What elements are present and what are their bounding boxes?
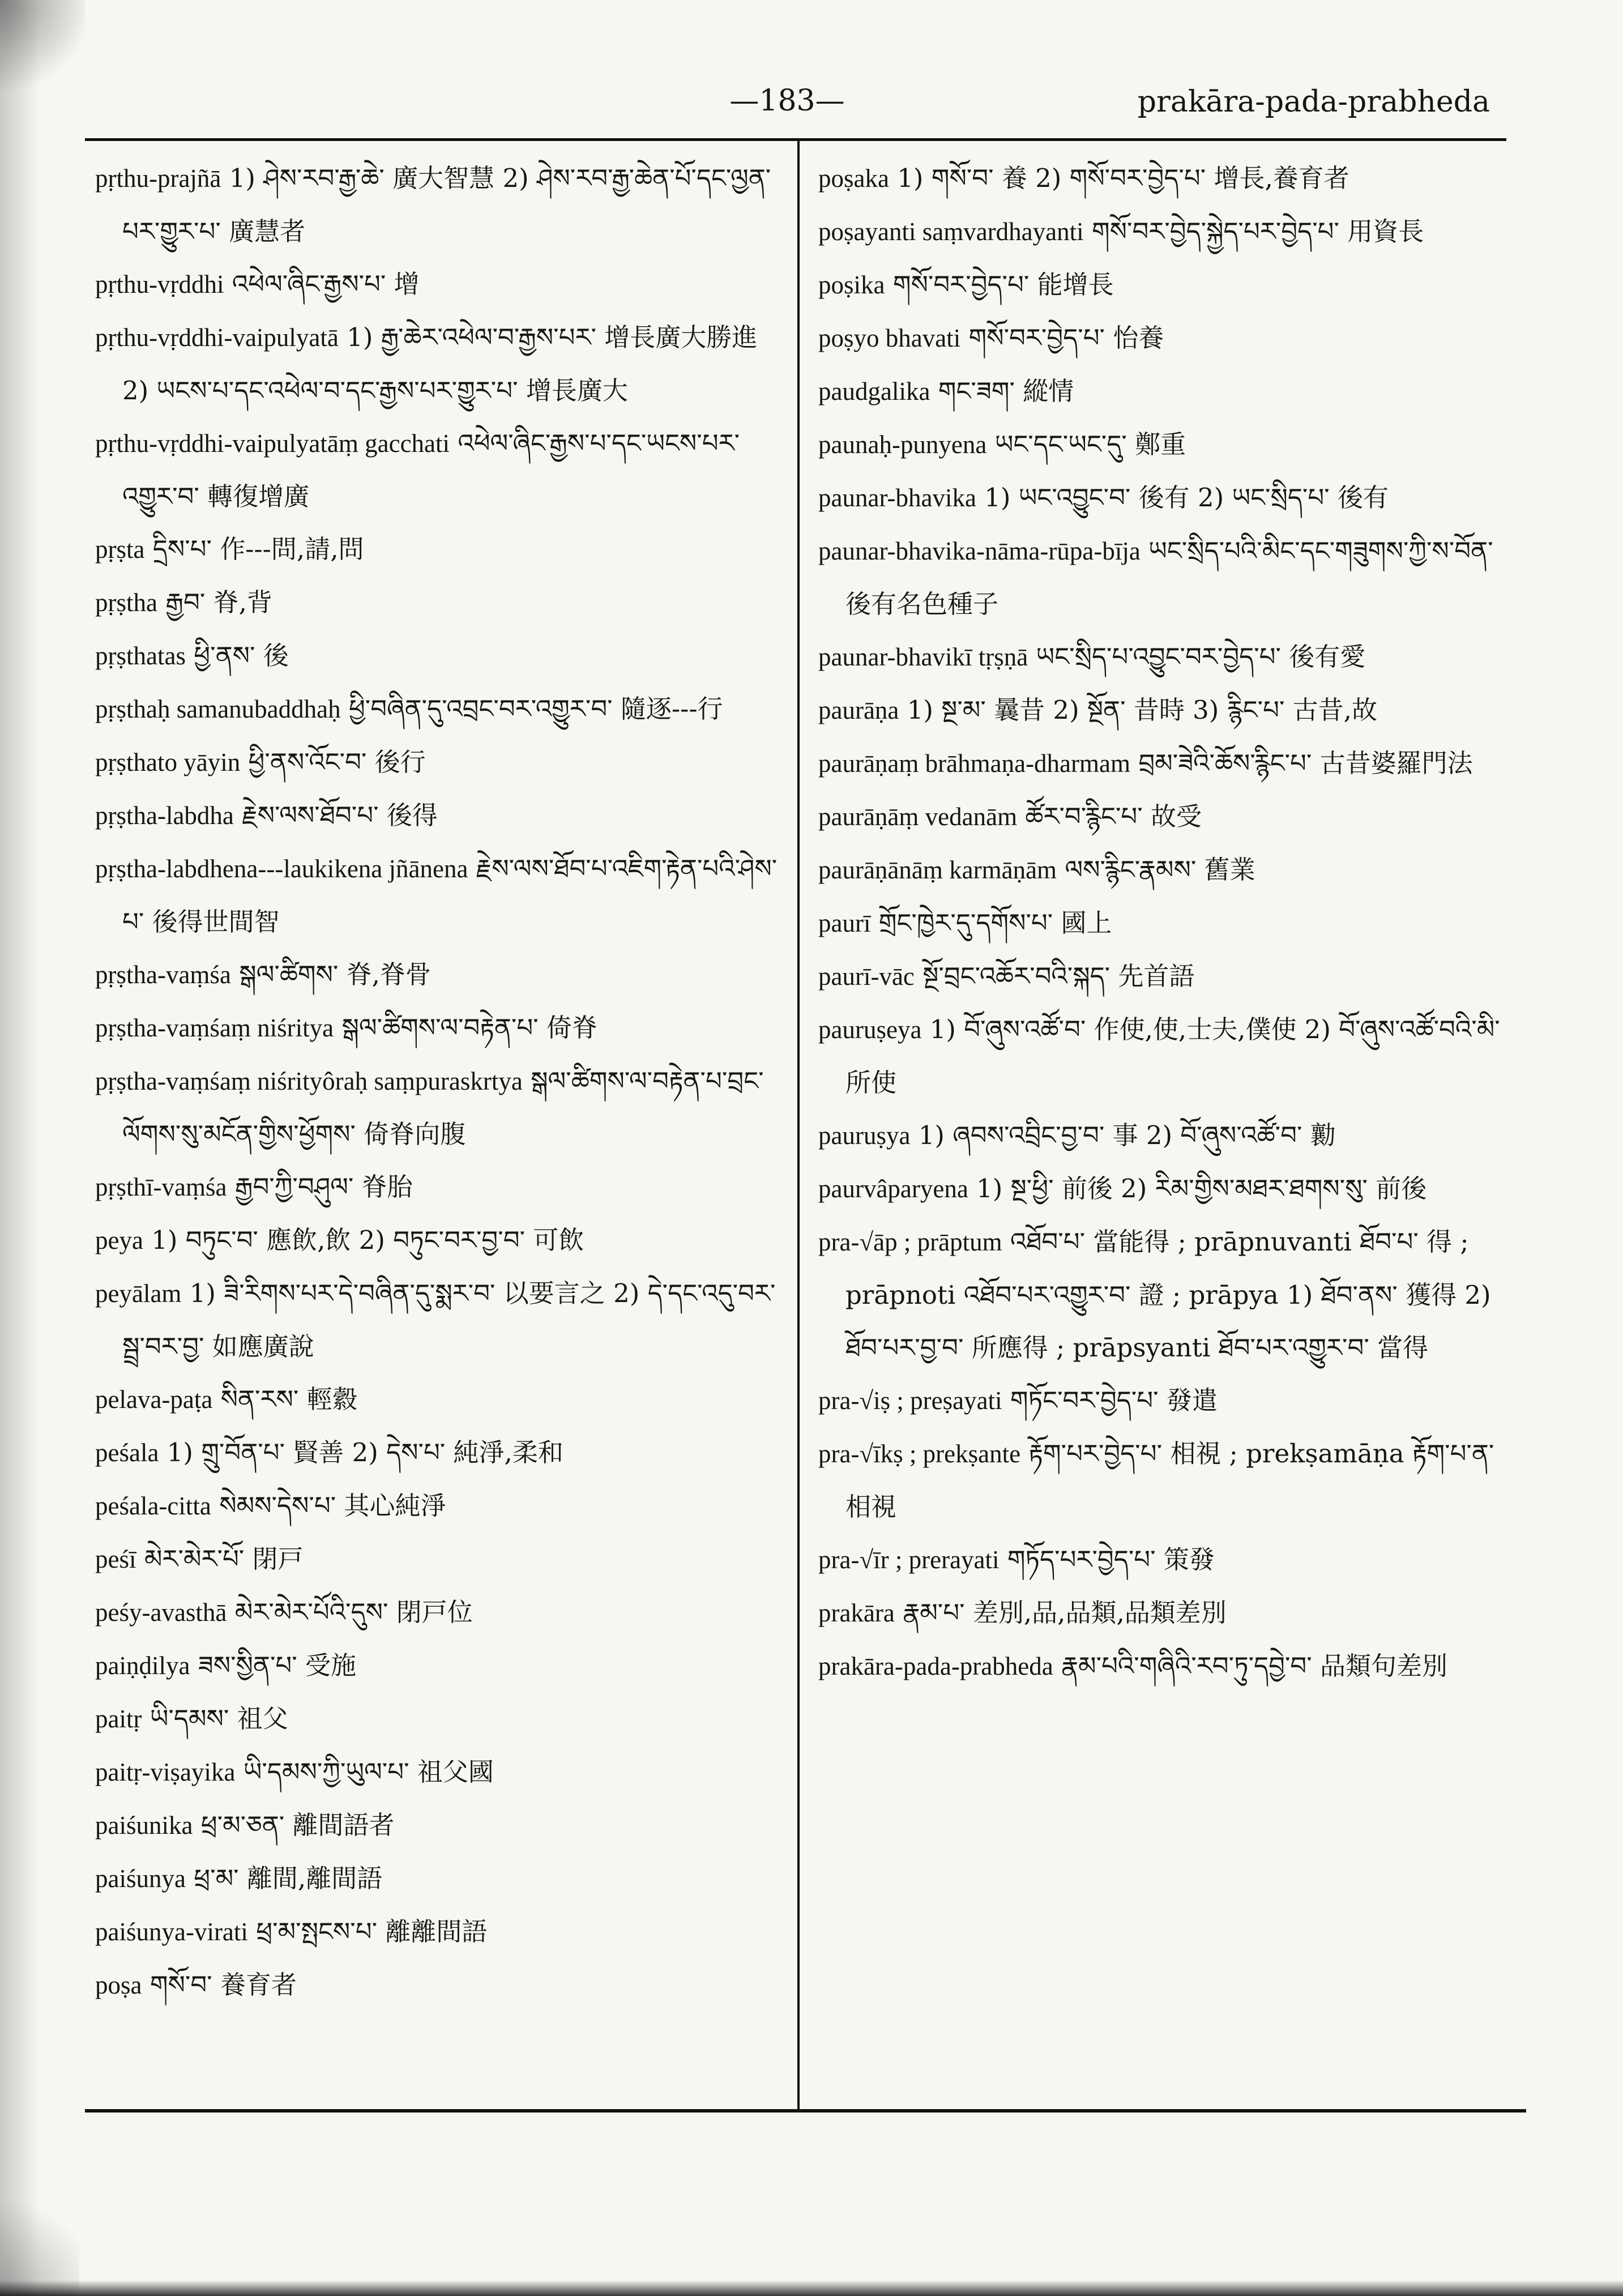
entry-gloss: 1) སྔ་ཕྱི་ 前後 2) རིམ་གྱིས་མཐར་ཐགས་སུ་ 前後 [976,1173,1427,1204]
dictionary-entry [818,1533,1521,1586]
entry-gloss: སྒལ་ཚིགས་ 脊,脊骨 [239,959,431,989]
entry-headword: peśy-avasthā [95,1598,227,1627]
dictionary-entry [818,684,1521,737]
entry-headword: paunar-bhavika [818,484,976,512]
entry-headword: pṛthu-prajñā [95,164,221,193]
entry-gloss: སྔོ་བྲང་འཆོར་བའི་སྐད་ 先首語 [922,961,1195,991]
dictionary-entry [95,682,783,736]
dictionary-entry [95,152,783,258]
entry-headword: pra-√āp ; prāptum [818,1228,1002,1256]
dictionary-entry [95,1586,783,1639]
dictionary-entry [95,1905,783,1958]
entry-gloss: གང་ཟག་ 縱情 [938,376,1074,406]
dictionary-entry [95,1746,783,1799]
entry-headword: peyālam [95,1279,182,1308]
dictionary-entry [818,737,1521,790]
entry-headword: peśala [95,1439,159,1467]
dictionary-entry [95,1426,783,1479]
dictionary-entry [818,843,1521,897]
entry-gloss: འཕེལ་ཞིང་རྒྱས་པ་ 增 [232,269,420,299]
dictionary-entry [95,1799,783,1852]
entry-gloss: 1) སྔ་མ་ 曩昔 2) སྔོན་ 昔時 3) རྙིང་པ་ 古昔,故 [907,695,1377,725]
dictionary-entry [95,523,783,576]
dictionary-entry [95,1852,783,1905]
dictionary-entry [95,1001,783,1055]
entry-headword: paurāṇāṃ vedanām [818,803,1018,831]
entry-gloss: 1) བཏུང་བ་ 應飲,飲 2) བཏུང་བར་བྱ་བ་ 可飲 [151,1225,584,1255]
entry-headword: paurāṇa [818,696,899,724]
entry-gloss: ཟས་སྱིན་པ་ 受施 [198,1650,357,1680]
entry-headword: pṛthu-vṛddhi-vaipulyatāṃ gacchati [95,429,450,458]
entry-gloss: གསོ་བར་བྱེད་པ་ 能增長 [892,270,1114,300]
entry-gloss: རྗེས་ལས་ཐོབ་པ་འཇིག་རྟེན་པའི་ཤེས་པ་ 後得世間智 [122,853,778,937]
dictionary-entry [95,1639,783,1692]
dictionary-entry [95,417,783,523]
entry-headword: peya [95,1226,143,1254]
entry-gloss: ཕྱི་ནས་འོང་བ་ 後行 [248,747,426,777]
entry-headword: paunar-bhavika-nāma-rūpa-bīja [818,537,1141,565]
entry-gloss: བྲམ་ཟེའི་ཆོས་རྙིང་པ་ 古昔婆羅門法 [1138,748,1473,778]
dictionary-entry [95,629,783,682]
entry-headword: pṛṣthato yāyin [95,748,241,776]
entry-gloss: 1) ཟི་རིགས་པར་དེ་བཞིན་དུ་སྨར་བ་ 以要言之 2) དེ་དང་འདུ་བར་སྦྲ་བར་བྱ་ 如應廣說 [122,1278,776,1362]
dictionary-entry [95,1692,783,1746]
entry-gloss: ཡང་དང་ཡང་དུ་ 鄭重 [994,429,1186,459]
dictionary-entry [818,790,1521,843]
entry-headword: paurī [818,909,871,937]
entry-headword: pṛṣtha-vaṃśaṃ niśrityôraḥ saṃpuraskrtya [95,1067,523,1095]
page-number: —183— [729,84,845,118]
entry-headword: paudgalika [818,377,930,406]
entry-gloss: སྒལ་ཚིགས་ལ་བརྟེན་པ་བྲང་ལོགས་སུ་མངོན་གྱིས་ཕྱོགས་ 倚脊向腹 [122,1066,764,1149]
entry-gloss: འཕེལ་ཞིང་རྒྱས་པ་དང་ཡངས་པར་འགྱུར་བ་ 轉復增廣 [122,428,740,511]
entry-headword: paitṛ-viṣayika [95,1758,236,1786]
entry-gloss: 1) ཤེས་རབ་རྒྱ་ཆེ་ 廣大智慧 2) ཤེས་རབ་རྒྱ་ཆེན་པོ་དང་ལྱན་པར་གྱུར་པ་ 廣慧者 [122,163,771,246]
entry-gloss: 1) ཡང་འབྱུང་བ་ 後有 2) ཡང་སྲིད་པ་ 後有 [984,483,1389,513]
entry-gloss: སྒལ་ཚིགས་ལ་བརྟེན་པ་ 倚脊 [341,1013,597,1043]
entry-gloss: གཏོང་བར་བྱེད་པ་ 發遣 [1010,1385,1218,1415]
entry-headword: paiṇḍilya [95,1651,190,1680]
entry-gloss: 1) གྲུ་བོན་པ་ 賢善 2) དེས་པ་ 純淨,柔和 [166,1437,563,1467]
entry-gloss: ཡི་དམས་ཀྱི་ཡུལ་པ་ 祖父國 [243,1757,494,1787]
entry-headword: paitṛ [95,1705,142,1733]
entry-headword: paiśunya-virati [95,1918,248,1946]
entry-gloss: སིན་རས་ 輕縠 [220,1384,358,1414]
dictionary-entry [95,1267,783,1373]
entry-headword: pṛṣthaḥ samanubaddhaḥ [95,695,341,723]
dictionary-entry [818,365,1521,418]
entry-gloss: མེར་མེར་པོའི་དུས་ 閉戸位 [234,1597,473,1627]
dictionary-entry [95,576,783,629]
entry-headword: pra-√īr ; prerayati [818,1546,1000,1574]
dictionary-entry [818,418,1521,471]
entry-headword: poṣaka [818,164,889,193]
entry-gloss: མེར་མེར་པོ་ 閉戸 [144,1544,304,1574]
entry-headword: poṣayanti saṃvardhayanti [818,217,1084,246]
dictionary-entry [818,524,1521,630]
entry-headword: pra-√iṣ ; preṣayati [818,1386,1002,1415]
entry-gloss: རྣམ་པའི་གཞིའི་རབ་ཏུ་དབྱེ་བ་ 品類句差別 [1061,1651,1448,1681]
entry-gloss: རྒྱབ་ 脊,背 [165,587,272,617]
dictionary-entry [95,948,783,1001]
entry-headword: prakāra [818,1599,895,1627]
entry-headword: pṛṣtha-labdha [95,801,234,830]
entry-gloss: གཏོད་པར་བྱེད་པ་ 策發 [1007,1544,1215,1574]
entry-headword: pṛṣta [95,535,145,564]
entry-headword: paiśunya [95,1864,186,1893]
entry-gloss: 1) རྒྱ་ཆེར་འཕེལ་བ་རྒྱས་པར་ 增長廣大勝進 2) ཡངས་པ་དང་འཕེལ་བ་དང་རྒྱས་པར་གྱུར་པ་ 增長廣大 [122,322,758,406]
dictionary-entry [818,1427,1521,1533]
dictionary-entry [818,1109,1521,1162]
entry-gloss: རྟོག་པར་བྱེད་པ་ 相視 ; prekṣamāṇa རྟོག་པ་ན་ 相視 [845,1439,1494,1522]
entry-gloss: དྲིས་པ་ 作---問,請,問 [152,534,364,564]
entry-headword: paiśunika [95,1811,193,1840]
entry-headword: pṛṣthatas [95,642,186,670]
entry-gloss: ལས་རྙིང་རྣམས་ 舊業 [1065,855,1255,885]
dictionary-entry [95,1958,783,2012]
entry-gloss: ཡང་སྲིད་པ་འབྱུང་བར་བྱེད་པ་ 後有愛 [1036,642,1366,672]
entry-gloss: ཕྱི་བཞིན་དུ་འབྲང་བར་འགྱུར་བ་ 隨逐---行 [348,694,723,724]
entry-headword: paurāṇānāṃ karmāṇām [818,856,1057,884]
dictionary-entry [95,789,783,842]
entry-headword: pṛṣtha-labdhena---laukikena jñānena [95,855,468,883]
entry-headword: paurvâparyena [818,1175,968,1203]
entry-gloss: གསོ་བར་བྱེད་སྐྱེད་པར་བྱེད་པ་ 用資長 [1091,216,1424,246]
dictionary-entry [95,1533,783,1586]
dictionary-entry [95,1055,783,1160]
entry-headword: pṛṣthī-vaṃśa [95,1173,227,1201]
entry-headword: pṛthu-vṛddhi-vaipulyatā [95,323,339,352]
entry-headword: peśī [95,1545,136,1573]
entry-gloss: ཕྲ་མ་སྤངས་པ་ 離離間語 [256,1917,488,1947]
dictionary-entry [95,1479,783,1533]
entry-gloss: ཡི་དམས་ 祖父 [150,1704,288,1734]
entry-gloss: ཚོར་བ་རྙིང་པ་ 故受 [1025,801,1202,831]
entry-headword: pauruṣeya [818,1015,922,1044]
dictionary-entry [818,258,1521,311]
entry-gloss: ཕྲ་མ་ཅན་ 離間語者 [200,1810,395,1840]
dictionary-entry [818,1003,1521,1109]
entry-gloss: ཕྱི་ནས་ 後 [194,641,289,671]
header-rule [85,138,1506,141]
column-divider [797,140,800,2110]
entry-headword: paurī-vāc [818,962,915,991]
entry-headword: pṛṣtha-vaṃśa [95,961,231,989]
entry-headword: peśala-citta [95,1492,211,1520]
entry-headword: paunaḥ-punyena [818,430,987,459]
dictionary-entry [818,1374,1521,1427]
entry-gloss: རྗེས་ལས་ཐོབ་པ་ 後得 [242,800,438,830]
dictionary-entry [818,897,1521,950]
entry-headword: poṣa [95,1971,142,1999]
dictionary-entry [95,1160,783,1214]
entry-gloss: སེམས་དེས་པ་ 其心純淨 [219,1491,446,1521]
dictionary-entry [95,842,783,948]
right-column [818,152,1521,2106]
entry-headword: poṣyo bhavati [818,324,961,352]
scan-shadow-left [0,0,40,2296]
dictionary-entry [818,471,1521,524]
entry-gloss: ཕྲ་མ་ 離間,離間語 [194,1863,383,1893]
dictionary-entry [95,258,783,311]
dictionary-entry [818,950,1521,1003]
dictionary-entry [818,152,1521,205]
entry-gloss: 1) བོ་ཞུས་འཚོ་བ་ 作使,使,士夫,僕使 2) བོ་ཞུས་འཚོ་བའི་མི་ 所使 [845,1014,1500,1098]
dictionary-entry [818,311,1521,365]
dictionary-entry [95,1214,783,1267]
dictionary-entry [95,1373,783,1426]
entry-headword: paunar-bhavikī tṛṣṇā [818,643,1028,671]
dictionary-entry [95,311,783,417]
entry-gloss: 1) གསོ་བ་ 養 2) གསོ་བར་བྱེད་པ་ 增長,養育者 [897,163,1349,193]
dictionary-entry [818,205,1521,258]
entry-gloss: འཐོབ་པ་ 當能得 ; prāpnuvanti ཐོབ་པ་ 得 ; prāpnoti འཐོབ་པར་འགྱུར་བ་ 證 ; prāpya 1) ཐོབ་ནས་ 獲得 2) ཐོབ་པར་བྱ་བ་ 所應得 ; prāpsyanti ཐོབ་པར་འགྱུར་བ་ 當得 [845,1227,1491,1363]
entry-gloss: གསོ་བ་ 養育者 [150,1970,297,2000]
entry-headword: poṣika [818,271,885,299]
entry-gloss: རྣམ་པ་ 差別,品,品類,品類差別 [903,1598,1227,1628]
scan-shadow-top-left [0,0,85,102]
dictionary-entry [95,736,783,789]
left-column [95,152,783,2106]
entry-headword: pra-√īkṣ ; prekṣante [818,1440,1021,1468]
entry-headword: pṛṣtha [95,588,157,617]
footer-rule [85,2109,1526,2113]
entry-gloss: 1) ཞབས་འབྲིང་བྱ་བ་ 事 2) བོ་ཞུས་འཚོ་བ་ 勷 [918,1120,1336,1150]
entry-gloss: གསོ་བར་བྱེད་པ་ 怡養 [968,323,1164,353]
entry-gloss: རྒྱབ་ཀྱི་བཤུལ་ 脊胎 [234,1172,413,1202]
entry-gloss: གྲོང་ཁྱེར་དུ་དགོས་པ་ 國上 [878,908,1112,938]
entry-headword: pṛṣtha-vaṃśaṃ niśritya [95,1014,334,1042]
entry-headword: pṛthu-vṛddhi [95,270,224,298]
entry-headword: pelava-paṭa [95,1385,213,1414]
entry-headword: pauruṣya [818,1121,911,1150]
entry-headword: paurāṇaṃ brāhmaṇa-dharmam [818,749,1130,778]
entry-gloss: ཡང་སྲིད་པའི་མིང་དང་གཟུགས་ཀྱི་ས་བོན་ 後有名色種子 [845,536,1493,619]
scan-shadow-bottom [0,2280,1623,2296]
dictionary-entry [818,630,1521,684]
scan-shadow-bottom-left [0,2183,79,2296]
dictionary-entry [818,1215,1521,1374]
entry-headword: prakāra-pada-prabheda [818,1652,1053,1680]
dictionary-entry [818,1162,1521,1215]
dictionary-entry [818,1640,1521,1693]
dictionary-entry [818,1586,1521,1640]
running-head: prakāra-pada-prabheda [1137,85,1490,119]
